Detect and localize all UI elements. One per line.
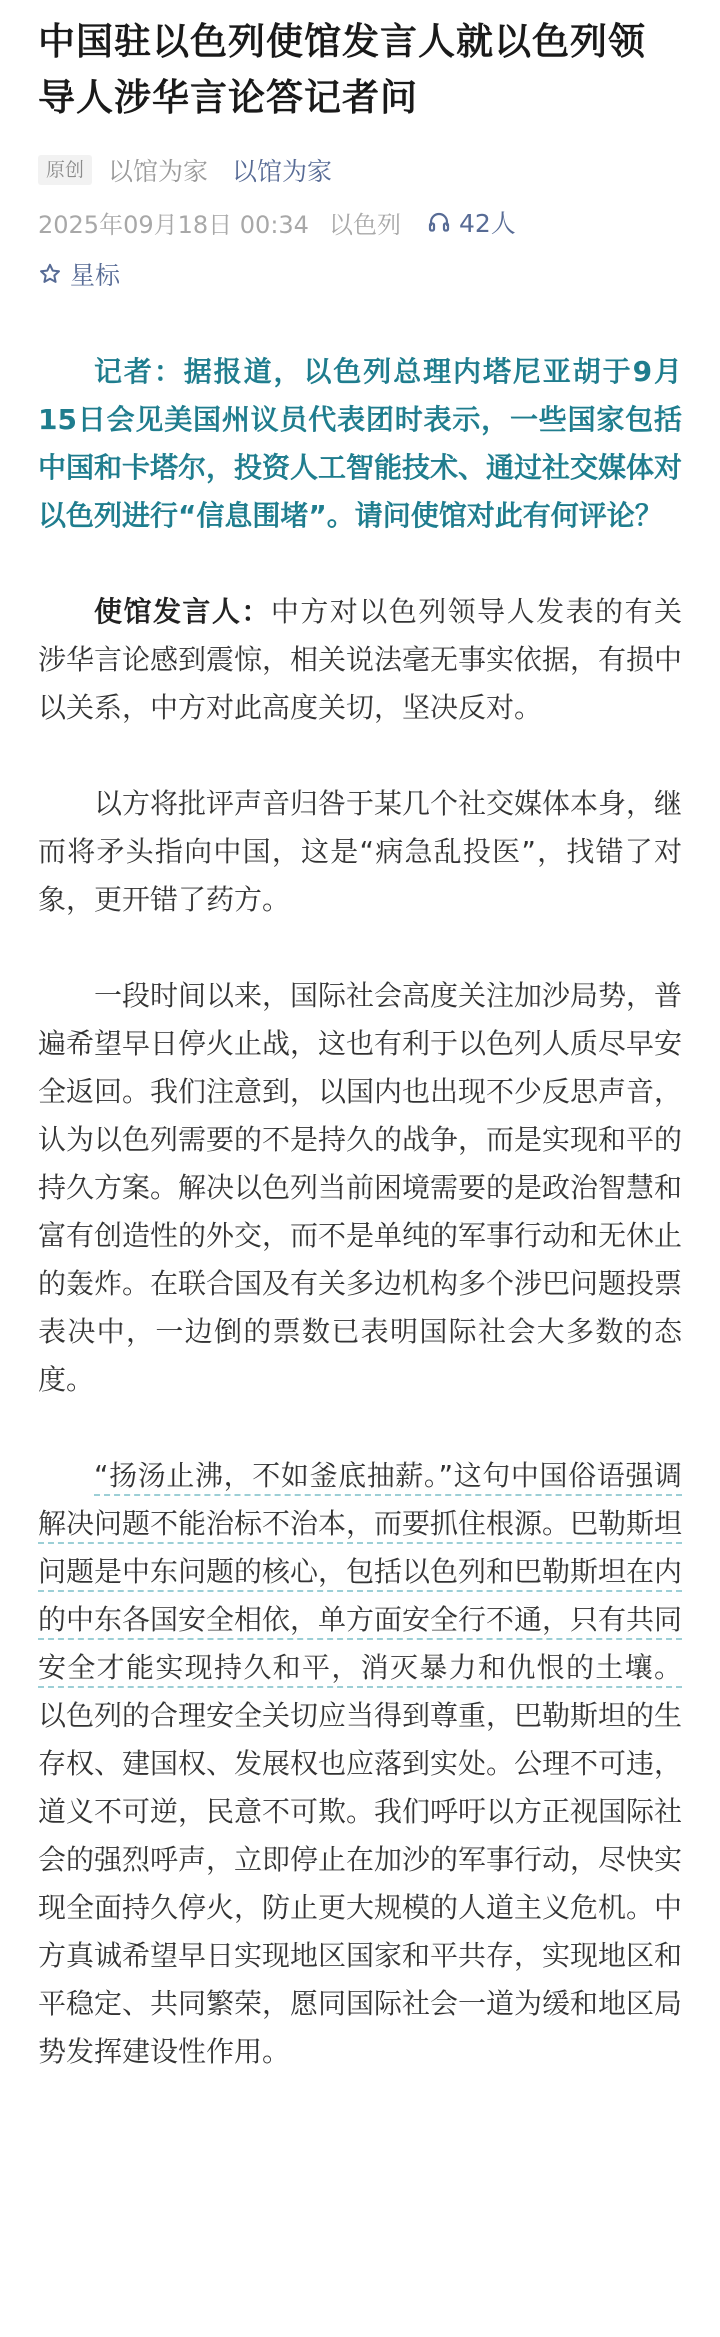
star-label: 星标 <box>70 261 121 290</box>
article-publish-row <box>38 204 682 240</box>
spokesperson-answer <box>38 588 682 732</box>
star-outline-icon <box>38 262 62 286</box>
listen-count: 42人 <box>458 209 516 238</box>
article-meta-row <box>38 152 682 188</box>
original-badge: 原创 <box>38 155 92 185</box>
speaker-label: 使馆发言人： <box>94 595 271 628</box>
highlighted-quote-text[interactable]: “扬汤止沸，不如釜底抽薪。”这句中国俗语强调解决问题不能治标不治本，而要抓住根源。巴勒斯坦问题是中东问题的核心，包括以色列和巴勒斯坦在内的中东各国安全相依，单方面安全行不通，只有共同安全才能实现持久和平，消灭暴力和仇恨的土壤。 <box>38 1459 682 1688</box>
body-paragraph-3: 一段时间以来，国际社会高度关注加沙局势，普遍希望早日停火止战，这也有利于以色列人质尽早安全返回。我们注意到，以国内也出现不少反思声音，认为以色列需要的不是持久的战争，而是实现和平的持久方案。解决以色列当前困境需要的是政治智慧和富有创造性的外交，而不是单纯的军事行动和无休止的轰炸。在联合国及有关多边机构多个涉巴问题投票表决中，一边倒的票数已表明国际社会大多数的态度。 <box>38 979 683 1396</box>
paragraph-4-rest: 以色列的合理安全关切应当得到尊重，巴勒斯坦的生存权、建国权、发展权也应落到实处。公理不可违，道义不可逆，民意不可欺。我们呼吁以方正视国际社会的强烈呼声，立即停止在加沙的军事行动，尽快实现全面持久停火，防止更大规模的人道主义危机。中方真诚希望早日实现地区国家和平共存，实现地区和平稳定、共同繁荣，愿同国际社会一道为缓和地区局势发挥建设性作用。 <box>38 1699 683 2068</box>
listen-button[interactable] <box>427 204 516 240</box>
article-body <box>38 348 682 2076</box>
reporter-question: 记者：据报道，以色列总理内塔尼亚胡于9月15日会见美国州议员代表团时表示，一些国家包括中国和卡塔尔，投资人工智能技术、通过社交媒体对以色列进行“信息围堵”。请问使馆对此有何评论？ <box>38 355 683 532</box>
star-button[interactable] <box>38 256 682 292</box>
body-paragraph-4 <box>38 1452 682 2076</box>
publish-date: 2025年09月18日 00:34 <box>38 210 309 239</box>
article-title: 中国驻以色列使馆发言人就以色列领导人涉华言论答记者问 <box>38 20 646 119</box>
body-paragraph-2: 以方将批评声音归咎于某几个社交媒体本身，继而将矛头指向中国，这是“病急乱投医”，找错了对象，更开错了药方。 <box>38 787 683 916</box>
publish-location: 以色列 <box>328 210 401 239</box>
account-name-link[interactable]: 以馆为家 <box>232 157 333 186</box>
headphones-icon <box>427 210 451 234</box>
author-name: 以馆为家 <box>108 157 209 186</box>
answer-text: 中方对以色列领导人发表的有关涉华言论感到震惊，相关说法毫无事实依据，有损中以关系，中方对此高度关切，坚决反对。 <box>38 595 683 724</box>
